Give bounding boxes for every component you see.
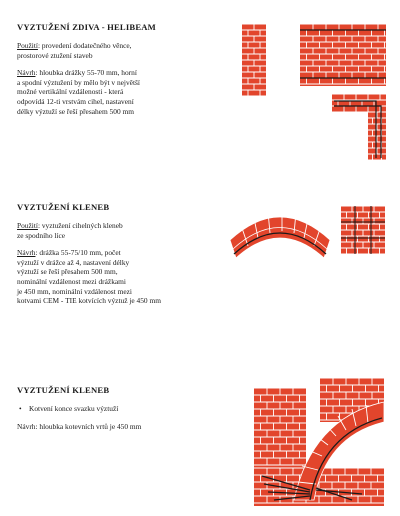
- bullet-text: Kotvení konce svazku výztuží: [29, 404, 119, 413]
- brick-field: [254, 388, 306, 468]
- design-line: nominální vzdálenost mezi drážkami: [17, 276, 126, 286]
- section-vault-anchoring: [17, 385, 227, 439]
- usage-paragraph: Použití: provedení dodatečného věnce, prostorové ztužení staveb: [17, 41, 132, 60]
- design-line: možné vertikální vzdálenosti - která: [17, 87, 124, 97]
- section-helibeam: [17, 22, 217, 124]
- section-title: VYZTUŽENÍ KLENEB: [17, 385, 110, 395]
- design-label: Návrh: [17, 248, 36, 258]
- vault-anchoring-illustration: [254, 378, 384, 506]
- design-line: délky výztuží se řeší přesahem 500 mm: [17, 106, 134, 116]
- brick-courses: [341, 206, 385, 254]
- brick-courses: [254, 388, 306, 468]
- usage-label: Použití: [17, 41, 38, 50]
- usage-line: provedení dodatečného věnce,: [41, 41, 132, 50]
- bullet-item: [17, 404, 227, 414]
- brick-courses: [332, 94, 386, 112]
- design-text: hloubka kotevních vrtů je 450 mm: [39, 421, 142, 431]
- usage-line: prostorové ztužení staveb: [17, 50, 93, 60]
- helibeam-wall-illustration: [300, 24, 386, 86]
- vault-grid-illustration: [341, 206, 385, 254]
- section-title: VYZTUŽENÍ ZDIVA - HELIBEAM: [17, 22, 156, 32]
- helibeam-corner-illustration: [332, 94, 386, 160]
- section-title: VYZTUŽENÍ KLENEB: [17, 202, 110, 212]
- usage-line: ze spodního líce: [17, 230, 66, 240]
- brick-courses: [300, 24, 386, 86]
- bullet-icon: •: [19, 404, 22, 413]
- design-paragraph: Návrh: drážka 55-75/10 mm, počet výztuží v drážce až 4, nastavení délky výztuží se řeší přesahem 500 mm, nominální vzdálenost mezi drážkami je 450 mm, nominální vzdálenost mezi kotvami CEM - TIE kotvících výztuž je 450 mm: [17, 248, 161, 306]
- design-line: výztuží v drážce až 4, nastavení délky: [17, 257, 130, 267]
- design-line: výztuží se řeší přesahem 500 mm,: [17, 267, 118, 277]
- usage-paragraph: Použití: vyztužení cihelných kleneb ze spodního líce: [17, 221, 123, 240]
- brick-field: [332, 94, 386, 112]
- design-label: Návrh: [17, 68, 36, 78]
- section-vault-reinforcement: [17, 202, 227, 314]
- design-line: a spodní výztužení by mělo být v největší: [17, 77, 140, 87]
- usage-label: Použití: [17, 221, 38, 230]
- design-paragraph: Návrh: hloubka drážky 55-70 mm, horní a spodní výztužení by mělo být v největší možné vertikální vzdálenosti - která odpovídá 12-ti vrstvám cihel, nastavení délky výztuží se řeší přesahem 500 mm: [17, 68, 140, 116]
- usage-line: vyztužení cihelných kleneb: [41, 221, 123, 230]
- brick-pier-illustration: [242, 24, 266, 96]
- design-line: je 450 mm, nominální vzdálenost mezi: [17, 286, 132, 296]
- brick-vault-arch-illustration: [228, 200, 332, 262]
- design-label: Návrh: [17, 421, 36, 431]
- brick-courses: [368, 112, 386, 160]
- brick-courses: [242, 24, 266, 96]
- design-line: odpovídá 12-ti vrstvám cihel, nastavení: [17, 96, 134, 106]
- design-paragraph: Návrh: hloubka kotevních vrtů je 450 mm: [17, 421, 142, 431]
- design-line: hloubka drážky 55-70 mm, horní: [39, 68, 137, 78]
- design-line: kotvami CEM - TIE kotvících výztuž je 450 mm: [17, 296, 161, 306]
- design-line: drážka 55-75/10 mm, počet: [39, 248, 121, 258]
